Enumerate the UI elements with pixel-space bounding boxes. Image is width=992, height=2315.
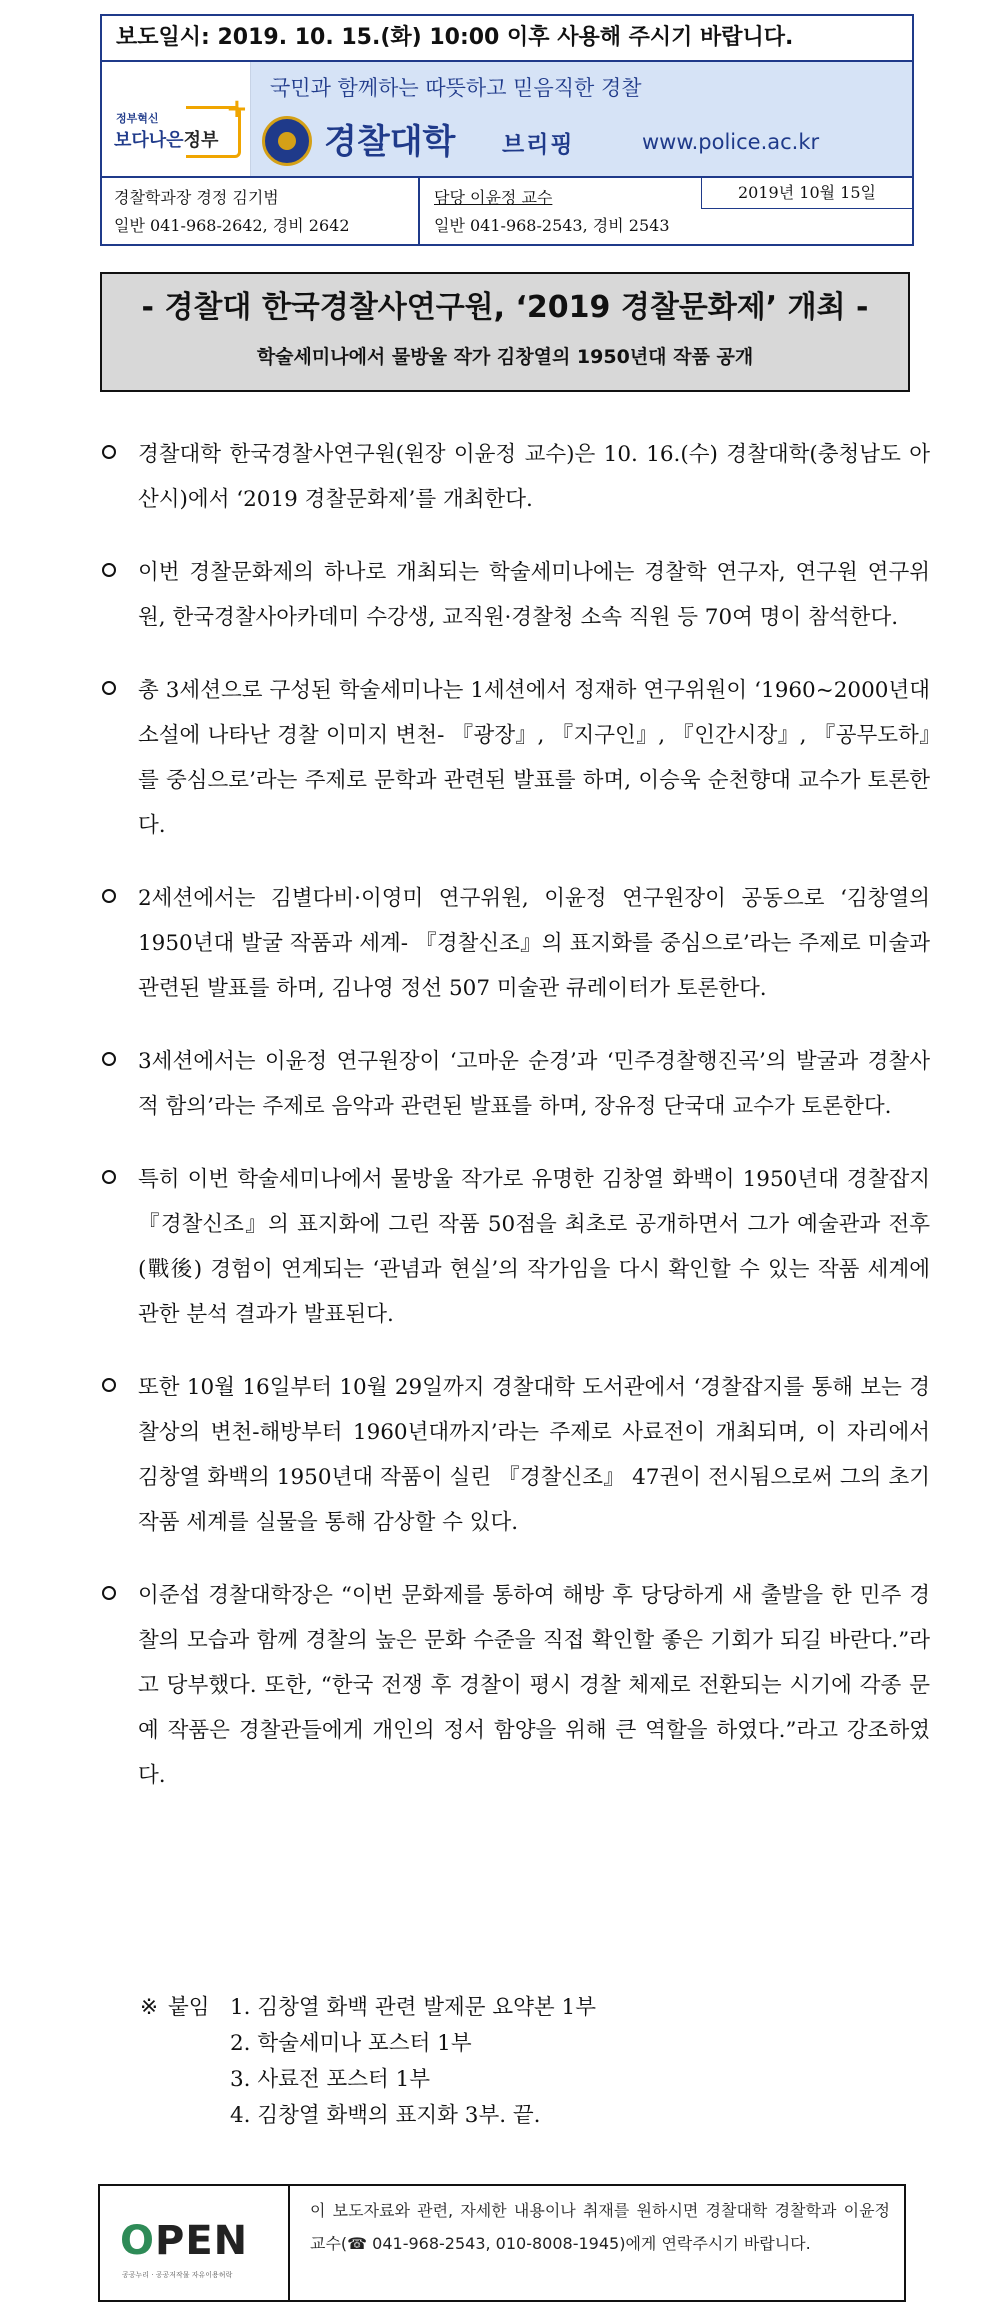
attachments-list <box>230 1990 596 2134</box>
website-url: www.police.ac.kr <box>642 130 820 154</box>
paragraph <box>100 550 930 640</box>
contact-right-name: 담당 이윤정 교수 <box>434 188 553 207</box>
footer-box <box>98 2184 906 2302</box>
circle-bullet-icon <box>102 1170 116 1184</box>
paragraph-text: 총 3세션으로 구성된 학술세미나는 1세션에서 정재하 연구위원이 ‘1960~2000년대 소설에 나타난 경찰 이미지 변천- 『광장』, 『지구인』, 『인간시장』, 『공무도하』를 중심으로’라는 주제로 문학과 관련된 발표를 하며, 이승욱 순천향대 교수가 토론한다. <box>138 678 930 838</box>
contact-left-phone: 일반 041-968-2642, 경비 2642 <box>114 216 350 235</box>
embargo-notice: 보도일시: 2019. 10. 15.(화) 10:00 이후 사용해 주시기 바랍니다. <box>102 16 912 62</box>
paragraph <box>100 876 930 1011</box>
paragraph-text: 이번 경찰문화제의 하나로 개최되는 학술세미나에는 경찰학 연구자, 연구원 연구위원, 한국경찰사아카데미 수강생, 교직원·경찰청 소속 직원 등 70여 명이 참석한다. <box>138 560 930 630</box>
circle-bullet-icon <box>102 563 116 577</box>
circle-bullet-icon <box>102 1586 116 1600</box>
paragraph <box>100 432 930 522</box>
gov-logo-plus-icon: + <box>226 94 248 124</box>
page-subtitle: 학술세미나에서 물방울 작가 김창열의 1950년대 작품 공개 <box>256 346 754 368</box>
paragraph <box>100 1573 930 1798</box>
open-logo-subtext: 공공누리 · 공공저작물 자유이용허락 <box>122 2271 233 2279</box>
police-emblem-icon <box>262 116 312 166</box>
paragraph-text: 3세션에서는 이윤정 연구원장이 ‘고마운 순경’과 ‘민주경찰행진곡’의 발굴과 경찰사적 함의’라는 주제로 음악과 관련된 발표를 하며, 장유정 단국대 교수가 토론한다. <box>138 1049 930 1119</box>
list-item: 3. 사료전 포스터 1부 <box>230 2067 431 2092</box>
open-license-logo <box>100 2186 290 2300</box>
gov-logo-big-2: 정부 <box>183 130 219 151</box>
title-box <box>100 272 910 392</box>
contact-right-phone: 일반 041-968-2543, 경비 2543 <box>434 216 670 235</box>
paragraph <box>100 1157 930 1337</box>
contact-right <box>420 178 912 244</box>
list-item: 2. 학술세미나 포스터 1부 <box>230 2031 472 2056</box>
note-mark: ※ <box>140 1995 159 2020</box>
page-title: - 경찰대 한국경찰사연구원, ‘2019 경찰문화제’ 개최 - <box>141 290 869 325</box>
attachments-label: 붙임 <box>168 1995 210 2020</box>
circle-bullet-icon <box>102 1378 116 1392</box>
paragraph-text: 이준섭 경찰대학장은 “이번 문화제를 통하여 해방 후 당당하게 새 출발을 한 민주 경찰의 모습과 함께 경찰의 높은 문화 수준을 직접 확인할 좋은 기회가 되길 바란다.”라고 당부했다. 또한, “한국 전쟁 후 경찰이 평시 경찰 체제로 전환되는 시기에 각종 문예 작품은 경찰관들에게 개인의 정서 함양을 위해 큰 역할을 하였다.”라고 강조하였다. <box>138 1583 930 1788</box>
open-logo-rest: PEN <box>155 2218 249 2264</box>
paragraph-text: 특히 이번 학술세미나에서 물방울 작가로 유명한 김창열 화백이 1950년대 경찰잡지 『경찰신조』의 표지화에 그린 작품 50점을 최초로 공개하면서 그가 예술관과 전후(戰後) 경험이 연계되는 ‘관념과 현실’의 작가임을 다시 확인할 수 있는 작품 세계에 관한 분석 결과가 발표된다. <box>138 1167 930 1327</box>
press-release-header <box>100 14 914 246</box>
open-logo-text <box>120 2218 248 2264</box>
paragraph <box>100 668 930 848</box>
gov-innovation-logo <box>102 62 251 176</box>
paragraph-text: 또한 10월 16일부터 10월 29일까지 경찰대학 도서관에서 ‘경찰잡지를 통해 보는 경찰상의 변천-해방부터 1960년대까지’라는 주제로 사료전이 개최되며, 이 자리에서 김창열 화백의 1950년대 작품이 실린 『경찰신조』 47권이 전시됨으로써 그의 초기 작품 세계를 실물을 통해 감상할 수 있다. <box>138 1375 930 1535</box>
contact-left <box>102 178 420 244</box>
open-logo-o: O <box>120 2218 156 2264</box>
footer-contact-text: 이 보도자료와 관련, 자세한 내용이나 취재를 원하시면 경찰대학 경찰학과 이윤정 교수(☎ 041-968-2543, 010-8008-1945)에게 연락주시기 바랍니다. <box>310 2201 890 2253</box>
list-item: 1. 김창열 화백 관련 발제문 요약본 1부 <box>230 1995 596 2020</box>
release-date: 2019년 10월 15일 <box>701 178 912 209</box>
circle-bullet-icon <box>102 889 116 903</box>
contact-info <box>102 176 912 244</box>
circle-bullet-icon <box>102 1052 116 1066</box>
circle-bullet-icon <box>102 681 116 695</box>
paragraph-text: 경찰대학 한국경찰사연구원(원장 이윤정 교수)은 10. 16.(수) 경찰대학(충청남도 아산시)에서 ‘2019 경찰문화제’를 개최한다. <box>138 442 930 512</box>
circle-bullet-icon <box>102 445 116 459</box>
paragraph-text: 2세션에서는 김별다비·이영미 연구위원, 이윤정 연구원장이 공동으로 ‘김창열의 1950년대 발굴 작품과 세계- 『경찰신조』의 표지화를 중심으로’라는 주제로 미술과 관련된 발표를 하며, 김나영 정선 507 미술관 큐레이터가 토론한다. <box>138 886 930 1001</box>
paragraph <box>100 1039 930 1129</box>
university-name: 경찰대학 <box>324 122 456 162</box>
attachments-row <box>140 1990 596 2134</box>
briefing-banner <box>102 62 912 176</box>
slogan: 국민과 함께하는 따뜻하고 믿음직한 경찰 <box>270 76 642 100</box>
gov-logo-big-1: 보다나은 <box>114 130 184 151</box>
gov-logo-small-text: 정부혁신 <box>116 112 159 125</box>
body-paragraphs <box>100 432 930 1826</box>
attachments <box>140 1990 596 2134</box>
list-item: 4. 김창열 화백의 표지화 3부. 끝. <box>230 2103 541 2128</box>
briefing-label: 브리핑 <box>502 132 575 158</box>
paragraph <box>100 1365 930 1545</box>
contact-left-name: 경찰학과장 경정 김기범 <box>114 188 279 207</box>
